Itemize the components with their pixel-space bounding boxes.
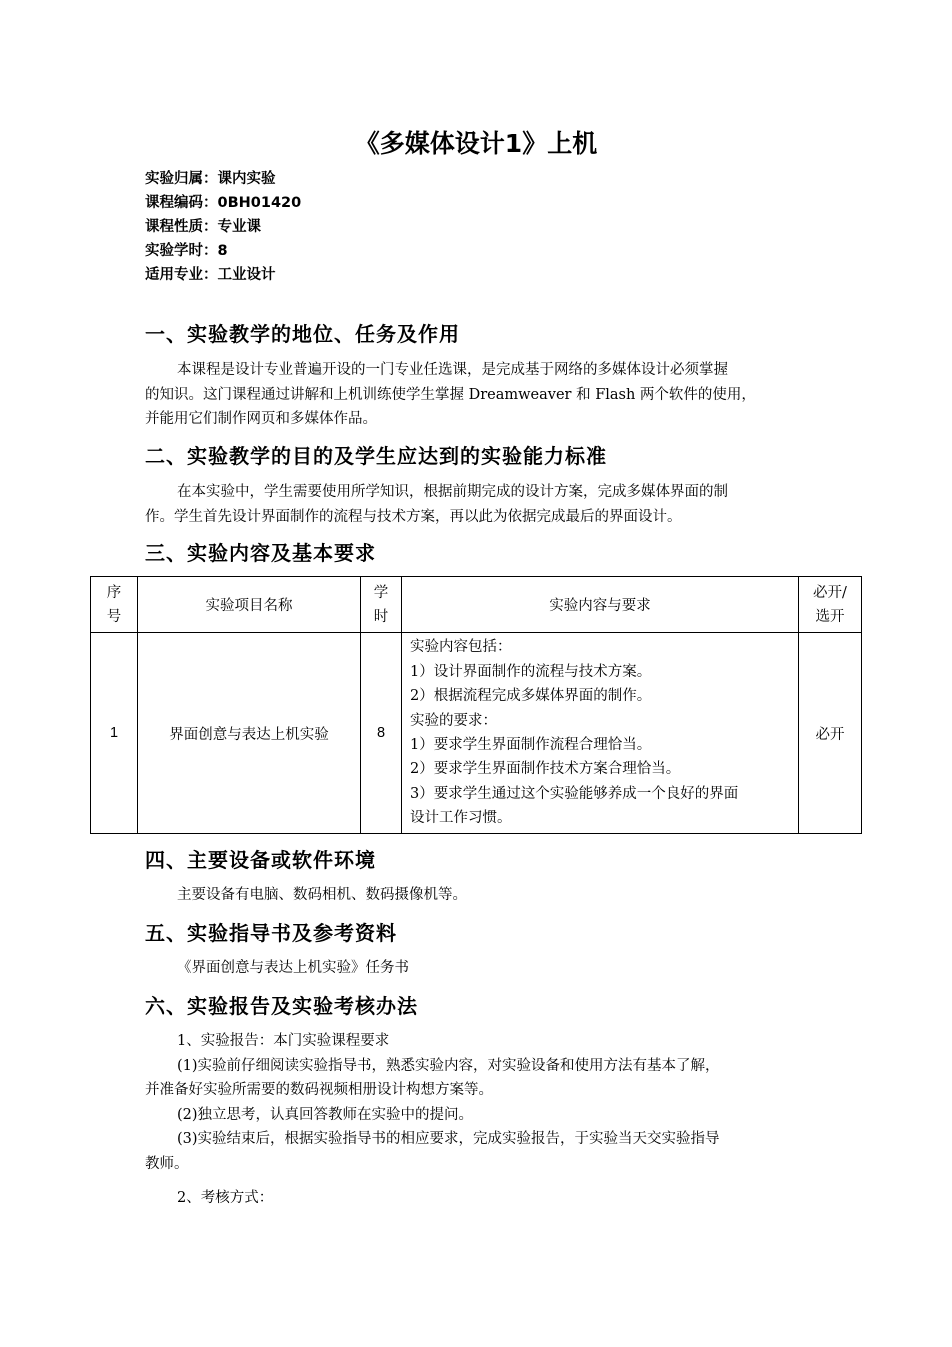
header-content: 实验内容与要求 (402, 577, 799, 633)
header-hours: 学 时 (361, 577, 402, 633)
section-4-body (145, 883, 813, 908)
row-hours: 8 (361, 633, 402, 834)
meta-major: 适用专业：工业设计 (145, 267, 276, 283)
paragraph-line: 2、考核方式： (177, 1190, 274, 1206)
paragraph-line: (2)独立思考，认真回答教师在实验中的提问。 (177, 1106, 474, 1123)
paragraph-line: (1)实验前仔细阅读实验指导书，熟悉实验内容，对实验设备和使用方法有基本了解， (177, 1057, 720, 1074)
row-content (402, 633, 799, 834)
section-5-body (145, 956, 813, 981)
paragraph-line: 在本实验中，学生需要使用所学知识，根据前期完成的设计方案，完成多媒体界面的制 (177, 484, 728, 500)
table-header-row (91, 577, 862, 633)
content-line: 实验的要求： (410, 712, 497, 729)
row-required: 必开 (799, 633, 862, 834)
header-required: 必开/ 选开 (799, 577, 862, 633)
paragraph-line: 的知识。这门课程通过讲解和上机训练使学生掌握 Dreamweaver 和 Flash 两个软件的使用， (145, 386, 756, 403)
section-6-heading: 六、实验报告及实验考核办法 (145, 994, 418, 1018)
paragraph-line: 教师。 (145, 1155, 189, 1172)
header-project-name: 实验项目名称 (138, 577, 361, 633)
section-4-heading: 四、主要设备或软件环境 (145, 848, 376, 872)
content-line: 1）要求学生界面制作流程合理恰当。 (410, 737, 652, 753)
paragraph-line: (3)实验结束后，根据实验指导书的相应要求，完成实验报告，于实验当天交实验指导 (177, 1131, 720, 1147)
section-2-heading: 二、实验教学的目的及学生应达到的实验能力标准 (145, 444, 607, 468)
meta-course-nature: 课程性质：专业课 (145, 219, 261, 235)
content-line: 3）要求学生通过这个实验能够养成一个良好的界面 (410, 785, 739, 802)
content-line: 设计工作习惯。 (410, 810, 512, 827)
meta-course-code: 课程编码：0BH01420 (145, 195, 302, 211)
course-meta (145, 167, 301, 287)
row-no: 1 (91, 633, 138, 834)
section-1-body (145, 358, 813, 432)
paragraph-line: 并能用它们制作网页和多媒体作品。 (145, 411, 377, 427)
content-line: 实验内容包括： (410, 639, 512, 656)
row-project-name: 界面创意与表达上机实验 (138, 633, 361, 834)
section-5-heading: 五、实验指导书及参考资料 (145, 921, 397, 945)
section-6-body (145, 1029, 813, 1211)
content-line: 2）根据流程完成多媒体界面的制作。 (410, 688, 652, 705)
paragraph-line: 本课程是设计专业普遍开设的一门专业任选课，是完成基于网络的多媒体设计必须掌握 (177, 362, 728, 378)
section-2-body (145, 480, 813, 529)
section-1-heading: 一、实验教学的地位、任务及作用 (145, 322, 460, 346)
experiment-table (90, 576, 862, 834)
paragraph-line: 1、实验报告：本门实验课程要求 (177, 1033, 390, 1049)
paragraph-line: 并准备好实验所需要的数码视频相册设计构想方案等。 (145, 1082, 493, 1098)
document-title: 《多媒体设计1》上机 (354, 129, 598, 158)
content-line: 1）设计界面制作的流程与技术方案。 (410, 663, 652, 680)
paragraph-line: 作。学生首先设计界面制作的流程与技术方案，再以此为依据完成最后的界面设计。 (145, 508, 682, 525)
paragraph-line: 主要设备有电脑、数码相机、数码摄像机等。 (177, 887, 467, 903)
meta-affiliation: 实验归属：课内实验 (145, 171, 276, 187)
table-row (91, 633, 862, 834)
meta-hours: 实验学时：8 (145, 243, 228, 259)
content-line: 2）要求学生界面制作技术方案合理恰当。 (410, 761, 681, 778)
paragraph-line: 《界面创意与表达上机实验》任务书 (177, 960, 409, 976)
section-3-heading: 三、实验内容及基本要求 (145, 541, 376, 565)
header-no: 序 号 (91, 577, 138, 633)
